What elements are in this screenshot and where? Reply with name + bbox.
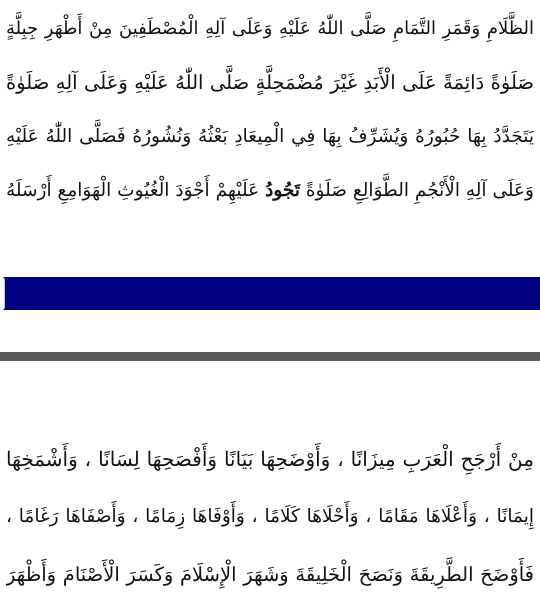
text-segment: عَلَيْهِمْ أَجْوَدَ الْغُيُوثِ الْهَوَامِعِ أَرْسَلَهُ [6,180,266,201]
band-edge-marker [0,277,5,310]
section-band [0,277,540,310]
text-line: الظَّلَامِ وَقَمَرِ التَّمَامِ صَلَّى اللّٰهُ عَلَيْهِ وَعَلَى آلِهِ الْمُصْطَفِينَ مِنْ أَطْهَرِ جِبِلَّةٍ [6,18,534,39]
text-line [6,164,534,218]
text-line: مِنْ أَرْجَحِ الْعَرَبِ مِيزَانًا ، وَأَوْضَحِهَا بَيَانًا وَأَفْصَحِهَا لِسَانًا ، وَأَشْمَخِهَا [6,447,534,471]
text-segment: وَعَلَى آلِهِ الْأَنْجُمِ الطَّوَالِعِ صَلَوٰةً [299,180,534,201]
section-divider [0,352,540,361]
bold-word: تَجُودُ [265,180,300,201]
text-line: إِيمَانًا ، وَأَعْلَاهَا مَقَامًا ، وَأَحْلَاهَا كَلَامًا ، وَأَوْفَاهَا زِمَامًا ، وَأَصْفَاهَا رَغَامًا ، [6,506,534,527]
text-line: فَأَوْضَحَ الطَّرِيقَةَ وَنَصَحَ الْخَلِيقَةَ وَشَهَرَ الْإِسْلَامَ وَكَسَرَ الْأَصْنَامَ وَأَظْهَرَ [6,563,534,586]
upper-text-block [6,2,534,218]
lower-text-block [6,430,534,604]
text-line: يَتَجَدَّدُ بِهَا حُبُورُهُ وَيُشَرِّفُ بِهَا فِي الْمِيعَادِ بَعْثُهُ وَنُشُورُهُ فَصَلَّى اللّٰهُ عَلَيْهِ [6,126,534,147]
text-line: صَلَوٰةً دَائِمَةً عَلَى الْأَبَدِ غَيْرَ مُضْمَحِلَّةٍ صَلَّى اللّٰهُ عَلَيْهِ وَعَلَى آلِهِ صَلَوٰةً [6,71,534,94]
